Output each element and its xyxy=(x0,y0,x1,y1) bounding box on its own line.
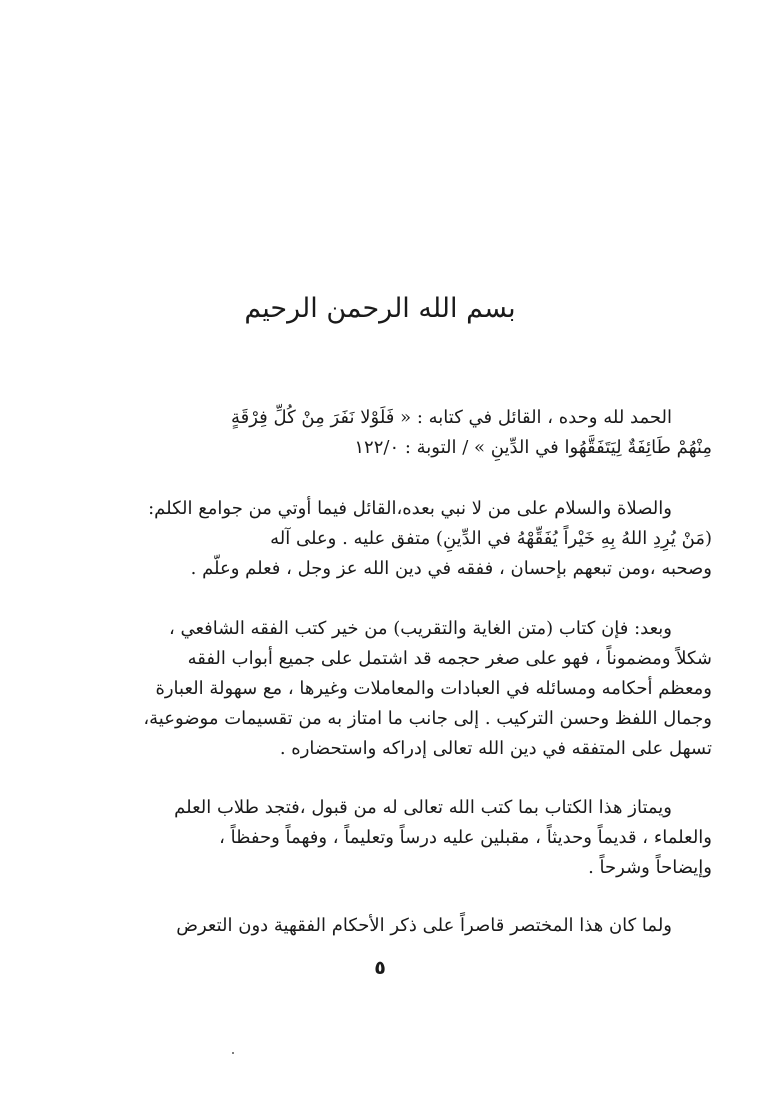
paragraph-line: ولما كان هذا المختصر قاصراً على ذكر الأحكام الفقهية دون التعرض xyxy=(176,915,672,936)
page-number: ٥ xyxy=(374,957,386,979)
paragraph-line: شكلاً ومضموناً ، فهو على صغر حجمه قد اشتمل على جميع أبواب الفقه xyxy=(187,648,712,669)
paragraph-line: وصحبه ،ومن تبعهم بإحسان ، ففقه في دين الله عز وجل ، فعلم وعلّم . xyxy=(190,558,712,579)
paragraph-line: مِنْهُمْ طَائِفَةٌ لِيَتَفَقَّهُوا في الدِّينِ » / التوبة : ١٢٢/٠ xyxy=(354,437,712,458)
paragraph-line: تسهل على المتفقه في دين الله تعالى إدراكه واستحضاره . xyxy=(279,738,712,759)
paragraph-line: (مَنْ يُرِدِ اللهُ بِهِ خَيْراً يُفَقِّهْهُ في الدِّينِ) متفق عليه . وعلى آله xyxy=(270,528,712,549)
paragraph-3 xyxy=(60,614,712,764)
paragraph-line: وإيضاحاً وشرحاً . xyxy=(588,857,712,878)
paragraph-line: والعلماء ، قديماً وحديثاً ، مقبلين عليه درساً وتعليماً ، وفهماً وحفظاً ، xyxy=(219,827,712,848)
paragraph-line: ومعظم أحكامه ومسائله في العبادات والمعاملات وغيرها ، مع سهولة العبارة xyxy=(155,678,712,699)
paragraph-line: ويمتاز هذا الكتاب بما كتب الله تعالى له من قبول ،فتجد طلاب العلم xyxy=(174,797,672,818)
paragraph-5 xyxy=(60,911,712,941)
paragraph-4 xyxy=(60,793,712,883)
paragraph-line: وبعد: فإن كتاب (متن الغاية والتقريب) من خير كتب الفقه الشافعي ، xyxy=(168,618,672,639)
paragraph-2 xyxy=(60,494,712,584)
scan-speck xyxy=(232,1052,234,1054)
basmala-heading: بسم الله الرحمن الرحيم xyxy=(244,293,516,324)
paragraph-line: وجمال اللفظ وحسن التركيب . إلى جانب ما امتاز به من تقسيمات موضوعية، xyxy=(143,708,712,729)
paragraph-line: الحمد لله وحده ، القائل في كتابه : « فَلَوْلا نَفَرَ مِنْ كُلِّ فِرْقَةٍ xyxy=(231,407,672,428)
paragraph-line: والصلاة والسلام على من لا نبي بعده،القائل فيما أوتي من جوامع الكلم: xyxy=(148,498,672,519)
paragraph-1 xyxy=(60,403,712,463)
